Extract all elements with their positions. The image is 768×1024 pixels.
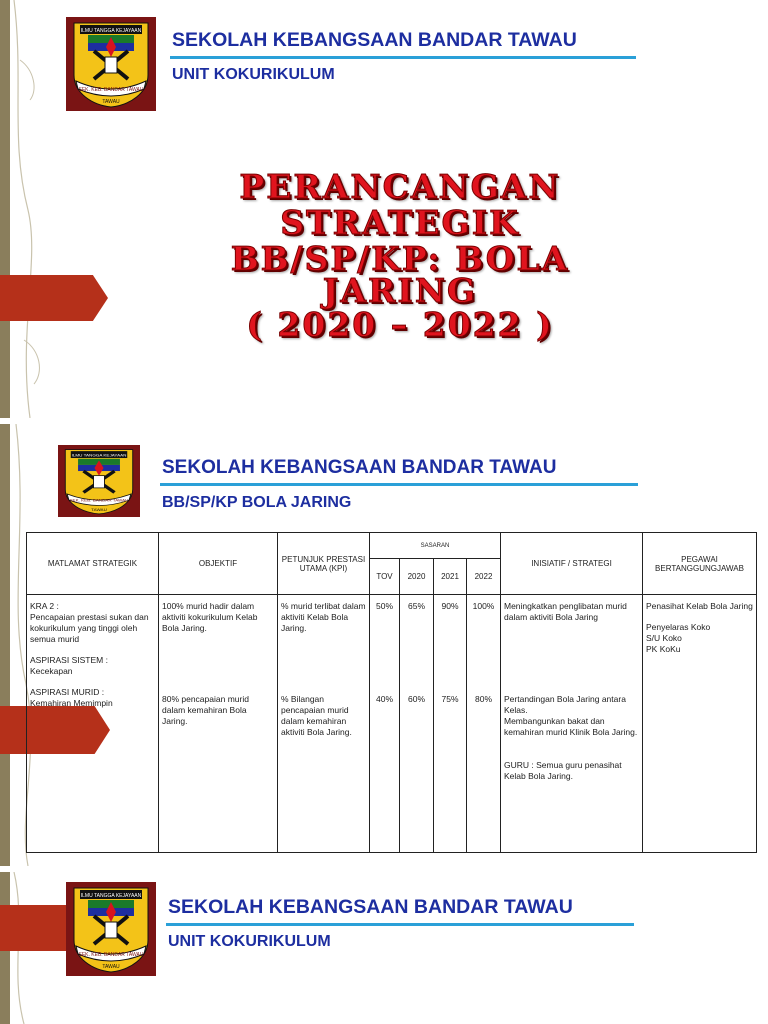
target-2021-cell: [434, 595, 467, 853]
aspirasi-sistem-text: ASPIRASI SISTEM : Kecekapan: [30, 655, 108, 676]
crest-scroll-text: SEK. KEB. BANDAR TAWAU: [78, 952, 144, 958]
title-rule: [160, 483, 638, 486]
header-matlamat: MATLAMAT STRATEGIK: [27, 533, 159, 595]
main-title-line-2: STRATEGIK: [280, 203, 520, 242]
target-2021-1: 90%: [441, 601, 459, 611]
main-title-line-5: ( 2020 – 2022 ): [246, 305, 554, 344]
program-subtitle: BB/SP/KP BOLA JARING: [162, 494, 352, 511]
header-kpi: PETUNJUK PRESTASI UTAMA (KPI): [278, 533, 370, 595]
aspirasi-murid-text: ASPIRASI MURID : Kemahiran Memimpin: [30, 687, 113, 708]
crest-motto: ILMU TANGGA KEJAYAAN: [80, 893, 142, 899]
kra-text: KRA 2 : Pencapaian prestasi sukan dan kokurikulum yang tinggi oleh semua murid: [30, 601, 149, 644]
matlamat-cell: [27, 595, 159, 853]
objektif-cell: [159, 595, 278, 853]
target-2020-1: 65%: [407, 601, 425, 611]
header-sasaran: SASARAN: [370, 533, 501, 559]
kpi-1: % murid terlibat dalam aktiviti Kelab Bola Jaring.: [281, 601, 366, 633]
school-name: SEKOLAH KEBANGSAAN BANDAR TAWAU: [172, 29, 577, 51]
target-2021-2: 75%: [441, 694, 459, 704]
main-title-line-1: PERANCANGAN: [239, 167, 561, 206]
unit-name: UNIT KOKURIKULUM: [168, 933, 331, 950]
target-tov-1: 50%: [375, 601, 393, 611]
inisiatif-cell: [501, 595, 643, 853]
pegawai-penyelaras: Penyelaras Koko S/U Koko PK KoKu: [646, 622, 711, 654]
header-year-tov: TOV: [370, 559, 400, 595]
guru-note: GURU : Semua guru penasihat Kelab Bola Jaring.: [504, 760, 622, 781]
crest-motto: ILMU TANGGA KEJAYAAN: [80, 28, 142, 34]
target-2022-cell: [467, 595, 501, 853]
title-rule: [166, 923, 634, 926]
slide-1: [0, 0, 768, 418]
target-2020-cell: [400, 595, 434, 853]
title-rule: [170, 56, 636, 59]
target-tov-2: 40%: [375, 694, 393, 704]
kpi-cell: [278, 595, 370, 853]
main-title-line-3: BB/SP/KP: BOLA: [230, 239, 570, 278]
header-year-2020: 2020: [400, 559, 434, 595]
inisiatif-1: Meningkatkan penglibatan murid dalam aktiviti Bola Jaring: [504, 601, 627, 622]
target-2022-1: 100%: [472, 601, 495, 611]
kpi-2: % Bilangan pencapaian murid dalam kemahiran aktiviti Bola Jaring.: [281, 694, 352, 737]
school-name: SEKOLAH KEBANGSAAN BANDAR TAWAU: [162, 457, 557, 478]
side-bar: [0, 0, 10, 418]
unit-name: UNIT KOKURIKULUM: [172, 66, 335, 83]
target-2020-2: 60%: [407, 694, 425, 704]
crest-scroll-text: SEK. KEB. BANDAR TAWAU: [69, 498, 129, 503]
crest-bottom-text: TAWAU: [102, 99, 120, 105]
crest-scroll-text: SEK. KEB. BANDAR TAWAU: [78, 87, 144, 93]
slide-3: [0, 872, 768, 1024]
school-crest-logo: [66, 882, 156, 976]
header-pegawai: PEGAWAI BERTANGGUNGJAWAB: [643, 533, 757, 595]
school-crest-logo: [66, 17, 156, 111]
header-year-2022: 2022: [467, 559, 501, 595]
table-row: [27, 595, 757, 853]
pegawai-penasihat: Penasihat Kelab Bola Jaring: [646, 601, 753, 611]
header-year-2021: 2021: [434, 559, 467, 595]
objektif-1: 100% murid hadir dalam aktiviti kokurikulum Kelab Bola Jaring.: [162, 601, 258, 633]
crest-bottom-text: TAWAU: [91, 507, 107, 512]
school-name: SEKOLAH KEBANGSAAN BANDAR TAWAU: [168, 896, 573, 918]
inisiatif-2: Pertandingan Bola Jaring antara Kelas. Membangunkan bakat dan kemahiran murid Klinik Bola Jaring.: [504, 694, 638, 737]
crest-motto: ILMU TANGGA KEJAYAAN: [71, 452, 127, 458]
red-ribbon: [0, 275, 108, 321]
header-objektif: OBJEKTIF: [159, 533, 278, 595]
side-bar: [0, 424, 10, 866]
strategic-plan-table: [26, 532, 757, 853]
pegawai-cell: [643, 595, 757, 853]
target-tov-cell: [370, 595, 400, 853]
objektif-2: 80% pencapaian murid dalam kemahiran Bola Jaring.: [162, 694, 249, 726]
target-2022-2: 80%: [474, 694, 492, 704]
header-inisiatif: INISIATIF / STRATEGI: [501, 533, 643, 595]
school-crest-logo: [58, 445, 140, 517]
crest-bottom-text: TAWAU: [102, 964, 120, 970]
main-title-line-4: JARING: [322, 271, 478, 310]
